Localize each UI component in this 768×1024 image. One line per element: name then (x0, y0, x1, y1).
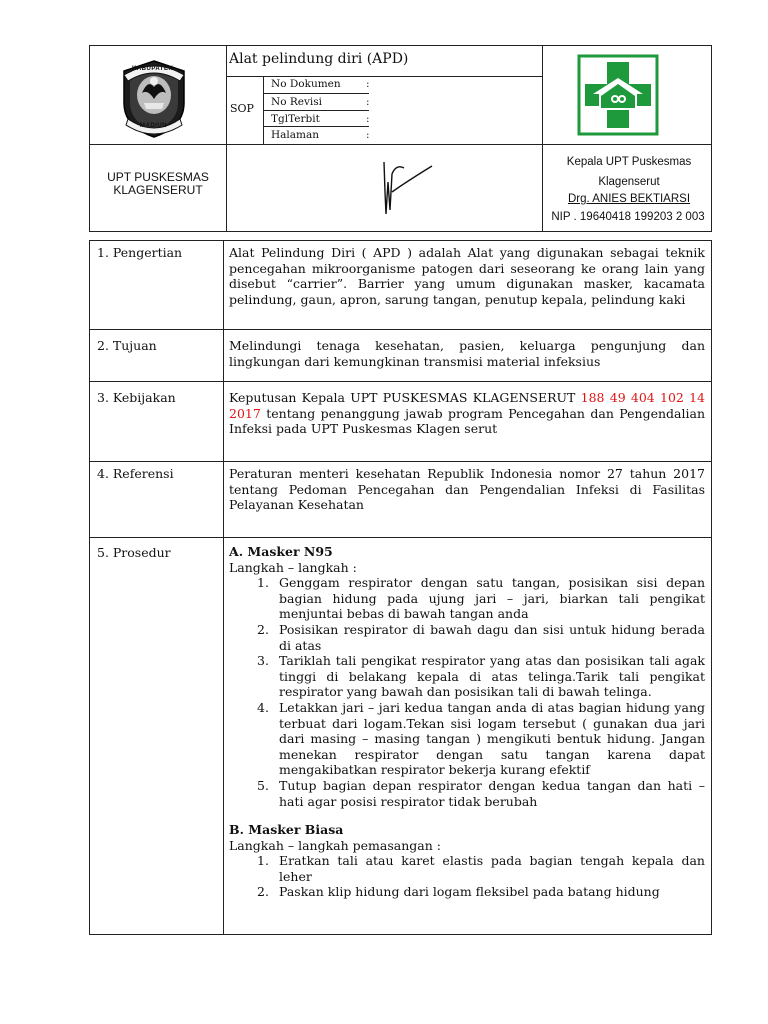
logo-text-bottom: MADIUN (140, 123, 167, 129)
meta-label-halaman: Halaman (271, 129, 320, 141)
logo-text-top: KABUPATEN (132, 66, 174, 72)
step-number: 5. (257, 777, 269, 793)
kepala-name: Drg. ANIES BEKTIARSI (567, 193, 691, 205)
kebijakan-text-before: Keputusan Kepala UPT PUSKESMAS KLAGENSERUT (229, 390, 581, 405)
prosedur-a-intro: Langkah – langkah : (229, 559, 357, 575)
prosedur-b-intro: Langkah – langkah pemasangan : (229, 837, 441, 853)
section-label-tujuan: 2. Tujuan (97, 338, 157, 353)
list-item (254, 653, 705, 700)
step-number: 3. (257, 653, 269, 669)
section-text-prosedur (229, 544, 705, 900)
step-text: Posisikan respirator di bawah dagu dan sisi untuk hidung berada di atas (279, 621, 705, 653)
org-name (90, 171, 226, 197)
list-item (254, 700, 705, 778)
section-text-tujuan: Melindungi tenaga kesehatan, pasien, keluarga pengunjung dan lingkungan dari kemungkinan transmisi material infeksius (229, 338, 705, 369)
meta-value-no-dokumen: : (366, 78, 370, 90)
meta-label-no-revisi: No Revisi (271, 96, 323, 108)
step-text: Genggam respirator dengan satu tangan, posisikan sisi depan bagian hidung pada ujung jari – jari, biarkan tali pengikat menjuntai bebas di bawah tangan anda (279, 575, 705, 622)
kebijakan-decree-number: 188 49 404 102 14 2017 (229, 390, 705, 421)
puskesmas-logo (577, 54, 659, 136)
step-text: Eratkan tali atau karet elastis pada bagian tengah kepala dan leher (279, 853, 705, 884)
prosedur-b-steps (254, 853, 705, 900)
org-name-line2: KLAGENSERUT (113, 183, 203, 197)
signature-image (376, 152, 440, 222)
kabupaten-madiun-logo (118, 57, 190, 139)
step-text: Letakkan jari – jari kedua tangan anda di atas bagian hidung yang terbuat dari logam.Tekan sisi logam tersebut ( gunakan dua jari dari masing – masing tangan ) mengikuti bentuk hidung. Jangan menekan respirator dengan satu tangan karena dapat mengakibatkan respirator bekerja kurang efektif (279, 699, 705, 778)
meta-value-no-revisi: : (366, 96, 370, 108)
prosedur-b-title: B. Masker Biasa (229, 822, 344, 838)
step-number: 1. (257, 575, 269, 591)
list-item (254, 778, 705, 809)
step-text: Tutup bagian depan respirator dengan kedua tangan dan hati – hati agar posisi respirator tidak berubah (279, 777, 705, 809)
list-item (254, 622, 705, 653)
section-text-kebijakan (229, 390, 705, 437)
list-item (254, 575, 705, 622)
section-text-pengertian: Alat Pelindung Diri ( APD ) adalah Alat yang digunakan sebagai teknik pencegahan mikroorganisme patogen dari seseorang ke orang lain yang disebut “carrier”. Barrier yang umum digunakan masker, kacamata pelindung, gaun, apron, sarung tangan, penutup kepala, pelindung kaki (229, 245, 705, 307)
list-item (254, 853, 705, 884)
kepala-nip: NIP . 19640418 199203 2 003 (551, 211, 705, 223)
kepala-title: Kepala UPT Puskesmas (566, 156, 692, 168)
step-number: 2. (257, 884, 269, 900)
step-number: 4. (257, 699, 269, 715)
step-number: 2. (257, 621, 269, 637)
meta-value-halaman: : (366, 129, 370, 141)
section-label-referensi: 4. Referensi (97, 466, 174, 481)
prosedur-a-title: A. Masker N95 (229, 544, 333, 559)
prosedur-a-steps (254, 575, 705, 809)
sop-label: SOP (230, 102, 254, 115)
meta-label-tgl-terbit: TglTerbit (271, 113, 320, 125)
section-label-kebijakan: 3. Kebijakan (97, 390, 176, 405)
meta-value-tgl-terbit: : (366, 113, 370, 125)
step-text: Paskan klip hidung dari logam fleksibel pada batang hidung (279, 884, 660, 900)
step-text: Tariklah tali pengikat respirator yang atas dan posisikan tali agak tinggi di belakang kepala di atas telinga.Tarik tali pengikat respirator yang bawah dan posisikan tali di bawah telinga. (279, 653, 705, 700)
kebijakan-text-after: tentang penanggung jawab program Pencegahan dan Pengendalian Infeksi pada UPT Puskesmas Klagen serut (229, 405, 705, 437)
section-label-prosedur: 5. Prosedur (97, 545, 171, 560)
list-item (254, 884, 705, 900)
org-name-line1: UPT PUSKESMAS (107, 170, 209, 184)
document-title: Alat pelindung diri (APD) (229, 51, 409, 67)
meta-label-no-dokumen: No Dokumen (271, 78, 341, 90)
section-text-referensi: Peraturan menteri kesehatan Republik Indonesia nomor 27 tahun 2017 tentang Pedoman Pencegahan dan Pengendalian Infeksi di Fasilitas Pelayanan Kesehatan (229, 466, 705, 513)
kepala-place: Klagenserut (598, 176, 660, 188)
section-label-pengertian: 1. Pengertian (97, 245, 183, 260)
step-number: 1. (257, 853, 269, 869)
